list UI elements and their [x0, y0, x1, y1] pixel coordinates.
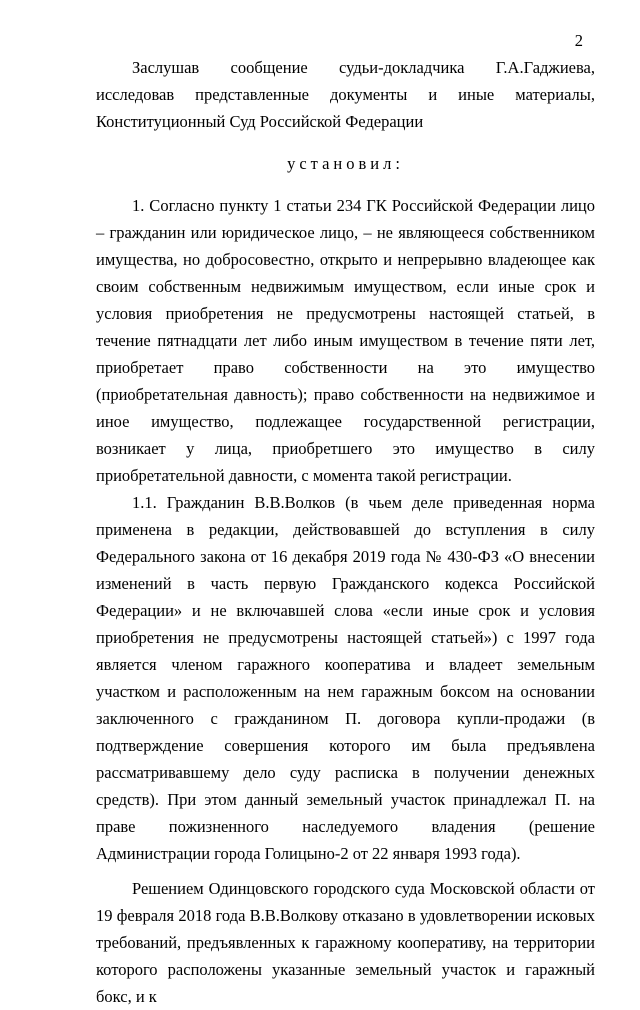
paragraph-1-1: 1.1. Гражданин В.В.Волков (в чьем деле приведенная норма применена в редакции, действовавшей до вступления в силу Федерального закона от 16 декабря 2019 года № 430-ФЗ «О внесении изменений в часть первую Гражданского кодекса Российской Федерации» и не включавшей слова «если иные срок и условия приобретения не предусмотрены настоящей статьей») с 1997 года является членом гаражного кооператива и владеет земельным участком и расположенным на нем гаражным боксом на основании заключенного с гражданином П. договора купли-продажи (в подтверждение совершения которого им была предъявлена рассматривавшему дело суду расписка в получении денежных средств). При этом данный земельный участок принадлежал П. на праве пожизненного наследуемого владения (решение Администрации города Голицыно-2 от 22 января 1993 года).	[96, 493, 595, 863]
document-body	[96, 54, 595, 1010]
intro-paragraph: Заслушав сообщение судьи-докладчика Г.А.Гаджиева, исследовав представленные документы и иные материалы, Конституционный Суд Российской Федерации	[96, 58, 595, 131]
section-heading: установил:	[287, 154, 404, 173]
paragraph-1: 1. Согласно пункту 1 статьи 234 ГК Российской Федерации лицо – гражданин или юридическое лицо, – не являющееся собственником имущества, но добросовестно, открыто и непрерывно владеющее как своим собственным недвижимым имуществом, если иные срок и условия приобретения не предусмотрены настоящей статьей, в течение пятнадцати лет либо иным имуществом в течение пяти лет, приобретает право собственности на это имущество (приобретательная давность); право собственности на недвижимое и иное имущество, подлежащее государственной регистрации, возникает у лица, приобретшего это имущество в силу приобретательной давности, с момента такой регистрации.	[96, 196, 595, 485]
page-number: 2	[574, 31, 583, 50]
paragraph-court-decision: Решением Одинцовского городского суда Московской области от 19 февраля 2018 года В.В.Волкову отказано в удовлетворении исковых требований, предъявленных к гаражному кооперативу, на территории которого расположены указанные земельный участок и гаражный бокс, и к	[96, 879, 595, 1006]
